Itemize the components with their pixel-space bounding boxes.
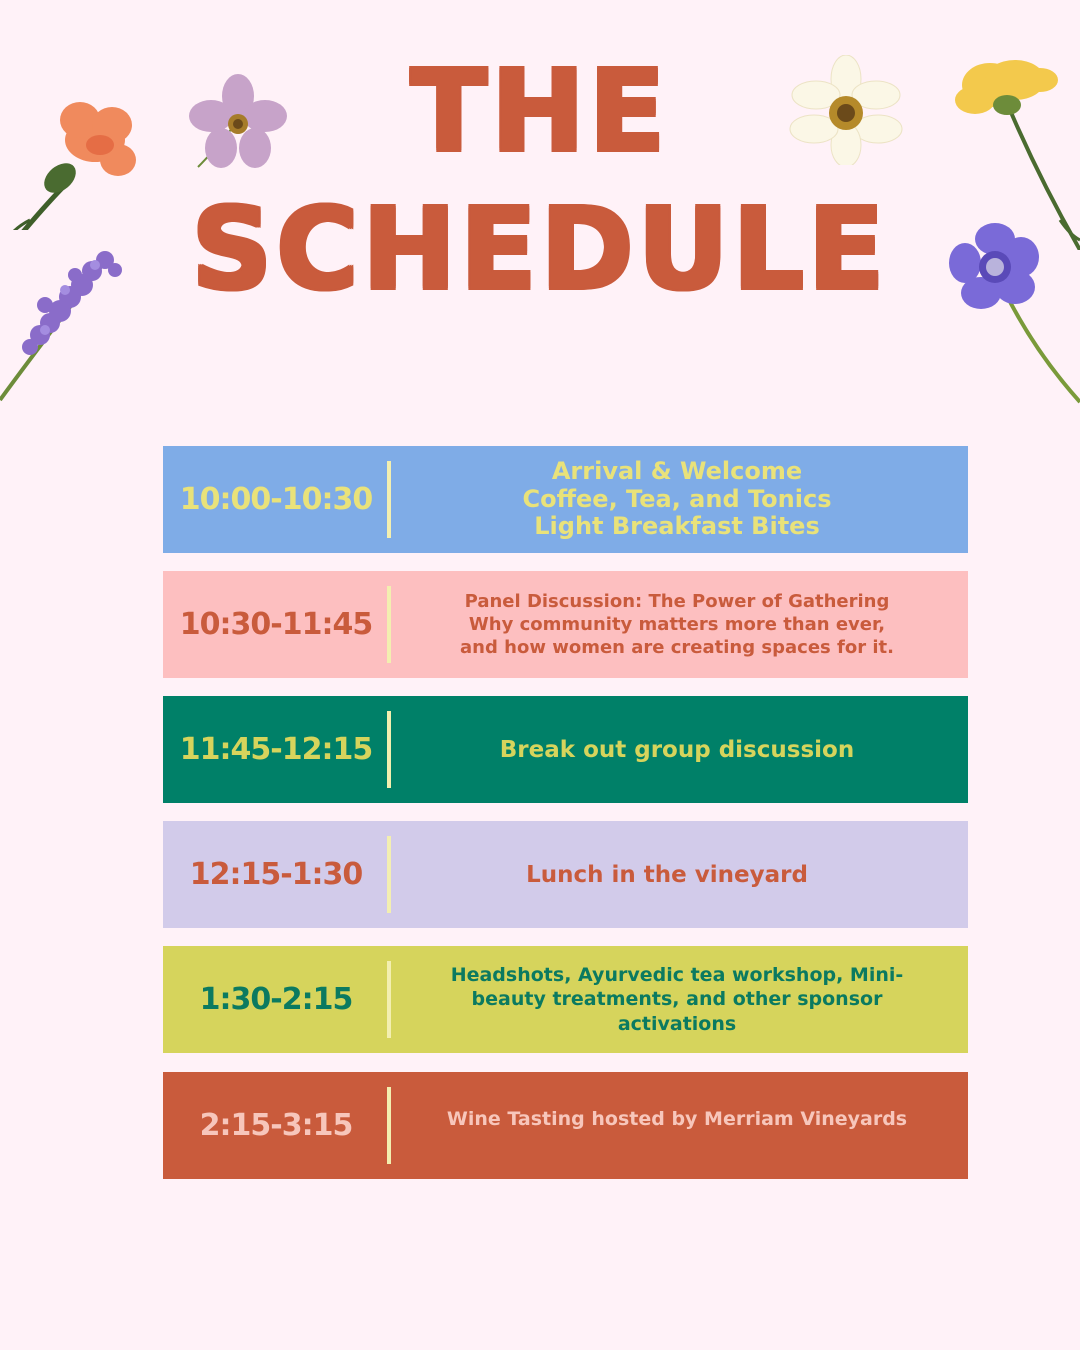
schedule-time: 12:15-1:30 — [189, 857, 363, 892]
schedule-description — [397, 946, 957, 1053]
schedule-description — [397, 446, 957, 553]
schedule-description — [397, 1072, 957, 1179]
schedule-description — [397, 571, 957, 678]
schedule-description — [397, 696, 957, 803]
divider — [387, 1087, 391, 1164]
description-line: Coffee, Tea, and Tonics — [522, 484, 832, 513]
schedule-time: 10:00-10:30 — [179, 482, 373, 517]
description-line: Headshots, Ayurvedic tea workshop, Mini- — [450, 963, 904, 986]
divider — [387, 461, 391, 538]
schedule-row — [163, 446, 968, 553]
description-line: Break out group discussion — [499, 736, 855, 763]
schedule-time: 1:30-2:15 — [199, 982, 353, 1017]
description-line: Panel Discussion: The Power of Gathering — [464, 591, 890, 612]
description-line: Lunch in the vineyard — [526, 861, 808, 888]
description-line: Arrival & Welcome — [551, 457, 803, 486]
schedule-row — [163, 1072, 968, 1179]
schedule-time: 2:15-3:15 — [199, 1108, 353, 1143]
schedule-time: 11:45-12:15 — [179, 732, 373, 767]
description-line: Light Breakfast Bites — [534, 512, 820, 541]
schedule-row — [163, 571, 968, 678]
description-line: and how women are creating spaces for it. — [460, 637, 894, 658]
divider — [387, 961, 391, 1038]
description-line: activations — [617, 1012, 737, 1035]
description-line: Why community matters more than ever, — [468, 614, 886, 635]
schedule-description — [397, 821, 937, 928]
divider — [387, 711, 391, 788]
schedule-row — [163, 696, 968, 803]
title-line-1: THE — [410, 47, 670, 177]
schedule-time: 10:30-11:45 — [179, 607, 373, 642]
divider — [387, 586, 391, 663]
schedule-row — [163, 946, 968, 1053]
divider — [387, 836, 391, 913]
description-line: Wine Tasting hosted by Merriam Vineyards — [446, 1107, 908, 1130]
description-line: beauty treatments, and other sponsor — [471, 988, 883, 1011]
title-line-2: SCHEDULE — [191, 185, 889, 315]
schedule-row — [163, 821, 968, 928]
